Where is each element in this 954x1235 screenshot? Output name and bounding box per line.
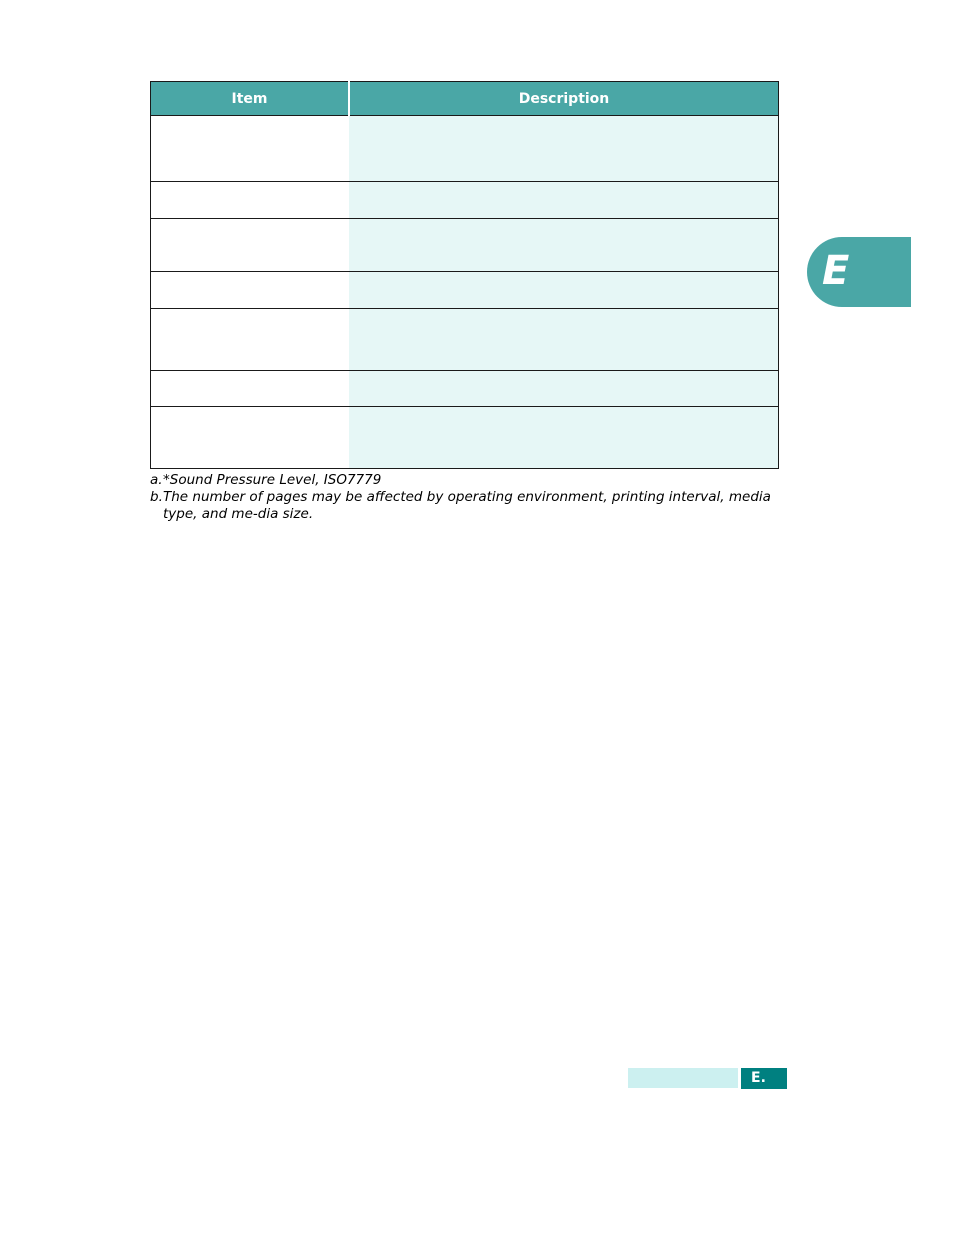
table-header-row <box>151 82 779 116</box>
footnote-text: *Sound Pressure Level, ISO7779 <box>163 472 382 488</box>
item-cell <box>151 219 350 272</box>
footnote-marker: a. <box>150 472 163 488</box>
item-cell <box>151 182 350 219</box>
appendix-side-tab <box>807 237 911 307</box>
description-cell <box>349 272 779 309</box>
table-row <box>151 182 779 219</box>
appendix-tab-letter: E <box>822 248 850 294</box>
column-header-item: Item <box>151 82 350 116</box>
specification-table <box>150 81 779 469</box>
item-cell <box>151 309 350 371</box>
table-row <box>151 116 779 182</box>
footnote-b <box>150 489 780 523</box>
footnote-text: The number of pages may be affected by operating environment, printing interval, media type, and me-dia size. <box>163 489 771 522</box>
item-cell <box>151 371 350 407</box>
column-header-description: Description <box>349 82 779 116</box>
table-row <box>151 407 779 469</box>
description-cell <box>349 407 779 469</box>
table-row <box>151 272 779 309</box>
footnote-a <box>150 472 780 489</box>
description-cell <box>349 116 779 182</box>
description-cell <box>349 182 779 219</box>
description-cell <box>349 371 779 407</box>
item-cell <box>151 272 350 309</box>
item-cell <box>151 407 350 469</box>
footnote-marker: b. <box>150 489 163 505</box>
footer-bar <box>628 1068 738 1088</box>
table-footnotes <box>150 472 780 523</box>
footer-page-number: E. <box>741 1068 787 1089</box>
table-row <box>151 371 779 407</box>
description-cell <box>349 309 779 371</box>
table-row <box>151 219 779 272</box>
description-cell <box>349 219 779 272</box>
item-cell <box>151 116 350 182</box>
table-row <box>151 309 779 371</box>
